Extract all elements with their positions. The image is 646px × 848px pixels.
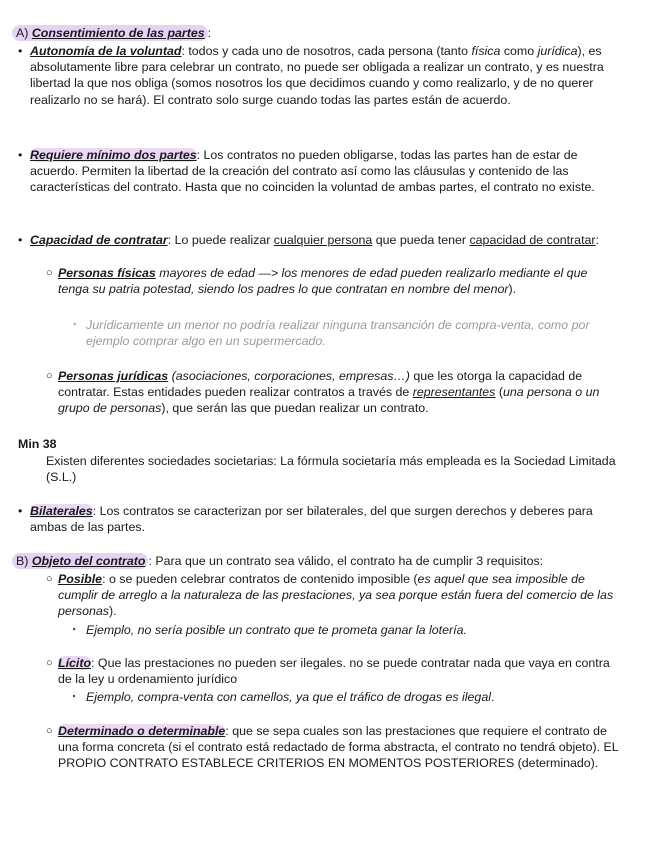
- personas-juridicas-paragraph: [46, 368, 632, 417]
- capacidad-capacidad-contratar: capacidad de contratar: [469, 233, 596, 247]
- autonomia-fisica: física: [471, 44, 501, 58]
- list-item-personas-juridicas: [46, 368, 632, 417]
- list-item-determinado: [46, 723, 626, 772]
- list-item-personas-fisicas: [46, 265, 616, 297]
- min38-text: [46, 453, 624, 485]
- list-item-nota-menor: [72, 317, 620, 349]
- bullet-icon: •: [18, 44, 23, 58]
- circle-bullet-icon: ○: [46, 725, 53, 737]
- section-b-prefix: B): [16, 554, 32, 568]
- triangle-bullet-icon: ‣: [72, 320, 77, 329]
- personas-fisicas-end: ).: [508, 282, 517, 297]
- list-item-bilaterales: [18, 503, 622, 535]
- triangle-bullet-icon: ‣: [72, 625, 77, 634]
- requiere-text: : Los contratos no pueden obligarse, todas las partes han de estar de acuerdo. Permiten la libertad de la creación del contrato así como las cláusulas y contenido de las características del contrato. Hasta que no coinciden la voluntad de ambas partes, el contrato no existe.: [30, 148, 595, 195]
- personas-fisicas-text: mayores de edad —> los menores de edad pueden realizarlo mediante el que tenga su patria potestad, siendo los padres lo que contratan en nombre del menor: [58, 266, 588, 297]
- posible-paragraph: [46, 571, 618, 620]
- personas-juridicas-text-2: (: [495, 385, 503, 400]
- autonomia-text-3: ), es absolutamente libre para celebrar un contrato, no puede ser obligada a realizar un contrato, y es nuestra libertad la que nos obliga (somos nosotros los que decidimos cuando y como realizarlo, y de no querer realizarlo no se hará). El contrato solo surge cuando todas las partes están de acuerdo.: [30, 44, 604, 107]
- personas-juridicas-representantes: representantes: [412, 385, 496, 400]
- section-b-title: Objeto del contrato: [31, 554, 146, 568]
- capacidad-text-1: : Lo puede realizar: [167, 233, 274, 247]
- autonomia-paragraph: [18, 43, 618, 108]
- licito-ejemplo-end: .: [490, 690, 495, 704]
- circle-bullet-icon: ○: [46, 573, 53, 585]
- determinado-text: : que se sepa cuales son las prestaciones que requiere el contrato de una forma concreta (si el contrato está redactado de forma abstracta, el contrato no tendrá objeto). EL PROPIO CONTRATO ESTABLECE CRITERIOS EN MOMENTOS POSTERIORES (determinado).: [58, 724, 619, 771]
- autonomia-juridica: jurídica: [537, 44, 578, 58]
- licito-paragraph: [46, 655, 626, 687]
- bullet-icon: •: [18, 504, 23, 518]
- section-a-heading: [12, 25, 612, 41]
- requiere-term: Requiere mínimo dos partes: [30, 148, 197, 162]
- posible-ejemplo-text: Ejemplo, no sería posible un contrato que te prometa ganar la lotería.: [86, 623, 467, 637]
- list-item-licito-ejemplo: [72, 689, 620, 705]
- personas-juridicas-text-3: ), que serán las que puedan realizar un contrato.: [161, 401, 429, 416]
- determinado-paragraph: [46, 723, 626, 772]
- personas-juridicas-examples: (asociaciones, corporaciones, empresas…): [168, 369, 410, 383]
- bilaterales-term: Bilaterales: [30, 504, 93, 518]
- autonomia-term: Autonomía de la voluntad: [30, 44, 182, 58]
- section-b-highlight: [12, 553, 148, 569]
- section-a-prefix: A): [16, 26, 32, 40]
- section-a-title: Consentimiento de las partes: [31, 26, 205, 40]
- posible-definition: es aquel que sea imposible de cumplir de arreglo a la naturaleza de las prestaciones, ya sea porque están fuera del comercio de las personas: [58, 572, 614, 619]
- bilaterales-text: : Los contratos se caracterizan por ser bilaterales, del que surgen derechos y deberes para ambas de las partes.: [30, 504, 593, 535]
- posible-text-2: ).: [108, 604, 117, 619]
- personas-fisicas-paragraph: [46, 265, 616, 297]
- licito-ejemplo-text: Ejemplo, compra-venta con camellos, ya que el tráfico de drogas es ilegal: [86, 690, 491, 704]
- section-b-heading: [12, 553, 632, 569]
- capacidad-text-3: :: [595, 233, 599, 247]
- posible-text-1: : o se pueden celebrar contratos de contenido imposible (: [102, 572, 418, 586]
- section-a-suffix: :: [207, 26, 212, 40]
- posible-term: Posible: [58, 572, 103, 586]
- triangle-bullet-icon: ‣: [72, 692, 77, 701]
- section-a-highlight: [12, 25, 208, 41]
- determinado-term: Determinado o determinable: [58, 724, 226, 738]
- list-item-requiere: [18, 147, 622, 196]
- min38-paragraph: Existen diferentes sociedades societarias: La fórmula societaría más empleada es la Sociedad Limitada (S.L.): [46, 454, 616, 485]
- personas-juridicas-text-1: que les otorga la capacidad de contratar. Estas entidades pueden realizar contratos a través de: [58, 369, 583, 400]
- personas-fisicas-term: Personas físicas: [58, 266, 156, 280]
- bullet-icon: •: [18, 148, 23, 162]
- autonomia-text-2: como: [500, 44, 538, 58]
- capacidad-term: Capacidad de contratar: [30, 233, 168, 247]
- nota-menor-text: Jurídicamente un menor no podría realizar ninguna transanción de compra-venta, como por ejemplo comprar algo en un supermercado.: [86, 318, 590, 349]
- list-item-licito: [46, 655, 626, 687]
- licito-term: Lícito: [58, 656, 92, 670]
- licito-text: : Que las prestaciones no pueden ser ilegales. no se puede contratar nada que vaya en contra de la ley u ordenamiento jurídico: [58, 656, 610, 687]
- circle-bullet-icon: ○: [46, 657, 53, 669]
- autonomia-text-1: : todos y cada uno de nosotros, cada persona (tanto: [181, 44, 472, 58]
- bullet-icon: •: [18, 233, 23, 247]
- circle-bullet-icon: ○: [46, 267, 53, 279]
- personas-juridicas-term: Personas jurídicas: [58, 369, 169, 383]
- personas-juridicas-grupo: una persona o un grupo de personas: [58, 385, 600, 416]
- capacidad-paragraph: [18, 232, 618, 248]
- licito-ejemplo-paragraph: [72, 689, 620, 705]
- list-item-capacidad: [18, 232, 618, 248]
- min38-label: [18, 436, 618, 452]
- list-item-autonomia: [18, 43, 618, 108]
- section-b-text: : Para que un contrato sea válido, el contrato ha de cumplir 3 requisitos:: [148, 554, 544, 568]
- requiere-paragraph: [18, 147, 622, 196]
- circle-bullet-icon: ○: [46, 370, 53, 382]
- list-item-posible: [46, 571, 618, 620]
- capacidad-text-2: que pueda tener: [372, 233, 470, 247]
- list-item-posible-ejemplo: [72, 622, 620, 638]
- capacidad-cualquier-persona: cualquier persona: [273, 233, 373, 247]
- bilaterales-paragraph: [18, 503, 622, 535]
- min38-title: Min 38: [18, 437, 57, 451]
